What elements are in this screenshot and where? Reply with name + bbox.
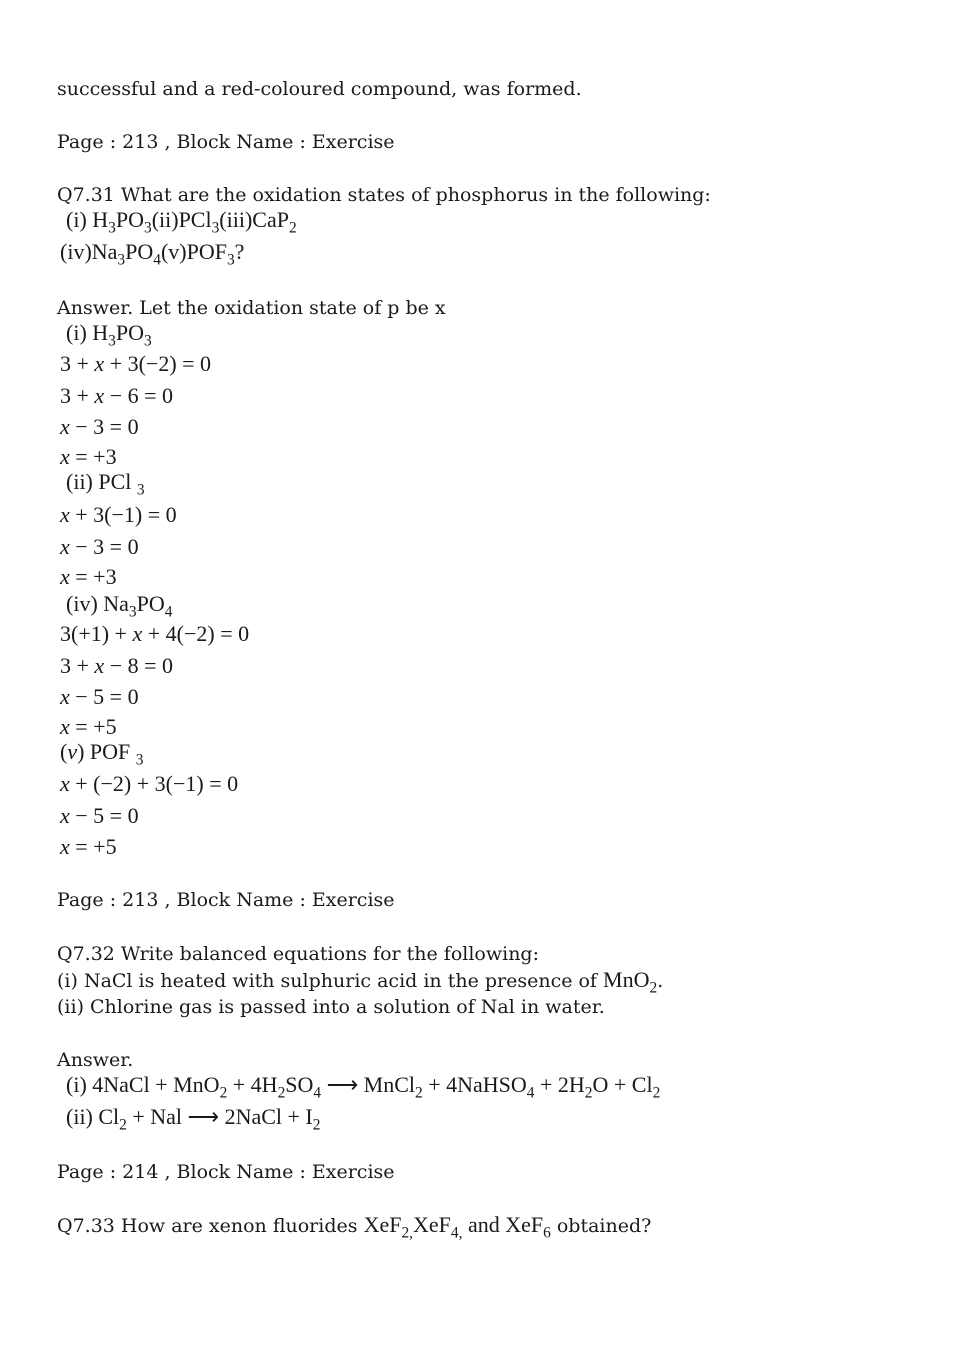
balanced-equation-i: (i) 4NaCl + $MnO_2 + 4H_2SO_4$ ⟶ MnCl$_2$ + 4NaHSO$_4$ + $2H_2O + Cl_2$ — [66, 1072, 661, 1102]
balanced-equation-ii: (ii) $Cl_2$ + Nal ⟶ 2NaCl + $I_2$ — [66, 1104, 321, 1134]
equation: x − 3 = 0 — [60, 534, 139, 559]
answer-intro: Answer. Let the oxidation state of p be x — [57, 297, 446, 319]
q7-32-part-i-text: (i) NaCl is heated with sulphuric acid in the presence of — [57, 970, 597, 992]
part-v-label: (v) POF $_3$ — [60, 739, 144, 769]
q7-31-compounds-line-1: (i) $H_3PO_3(ii)PCl_3(iii)CaP_2$ — [66, 207, 297, 237]
question-q7-31: Q7.31 What are the oxidation states of phosphorus in the following: — [57, 184, 711, 206]
equation: x − 5 = 0 — [60, 803, 139, 828]
equation: x − 3 = 0 — [60, 414, 139, 439]
equation: 3(+1) + x + 4(−2) = 0 — [60, 621, 250, 646]
page-reference: Page : 213 , Block Name : Exercise — [57, 889, 395, 911]
equation: x = +5 — [60, 714, 117, 739]
equation: x + (−2) + 3(−1) = 0 — [60, 771, 239, 796]
part-ii-label: (ii) PCl $_3$ — [66, 469, 145, 499]
page-reference: Page : 214 , Block Name : Exercise — [57, 1161, 395, 1183]
q7-33-text-end: obtained? — [556, 1215, 652, 1237]
xenon-fluoride-formulas: XeF$_{2,}$XeF$_{4,}$ and XeF$_6$ — [363, 1212, 551, 1242]
intro-line: successful and a red-coloured compound, was formed. — [57, 78, 582, 100]
question-q7-33 — [57, 1212, 652, 1242]
mno2-formula: MnO$_2$ — [603, 967, 658, 997]
equation: x − 5 = 0 — [60, 684, 139, 709]
q7-32-part-i: (i) NaCl is heated with sulphuric acid in the presence of MnO$_2$. — [57, 967, 664, 997]
part-iv-label: (iv) $Na_3PO_4$ — [66, 591, 173, 621]
equation: x = +3 — [60, 444, 117, 469]
page-reference: Page : 213 , Block Name : Exercise — [57, 131, 395, 153]
question-q7-32: Q7.32 Write balanced equations for the following: — [57, 943, 539, 965]
equation: 3 + x + 3(−2) = 0 — [60, 351, 212, 376]
q7-31-compounds-line-2: $(iv)Na_3PO_4(v)POF_3$? — [60, 239, 245, 269]
and-word: and — [467, 1212, 500, 1237]
equation: 3 + x − 6 = 0 — [60, 383, 174, 408]
equation: x + 3(−1) = 0 — [60, 502, 177, 527]
q7-32-part-ii: (ii) Chlorine gas is passed into a solution of Nal in water. — [57, 996, 605, 1018]
q7-33-text: Q7.33 How are xenon fluorides — [57, 1215, 358, 1237]
equation: x = +3 — [60, 564, 117, 589]
equation: x = +5 — [60, 834, 117, 859]
part-i-label: (i) $H_3PO_3$ — [66, 320, 152, 350]
equation: 3 + x − 8 = 0 — [60, 653, 174, 678]
answer-label: Answer. — [57, 1049, 134, 1071]
